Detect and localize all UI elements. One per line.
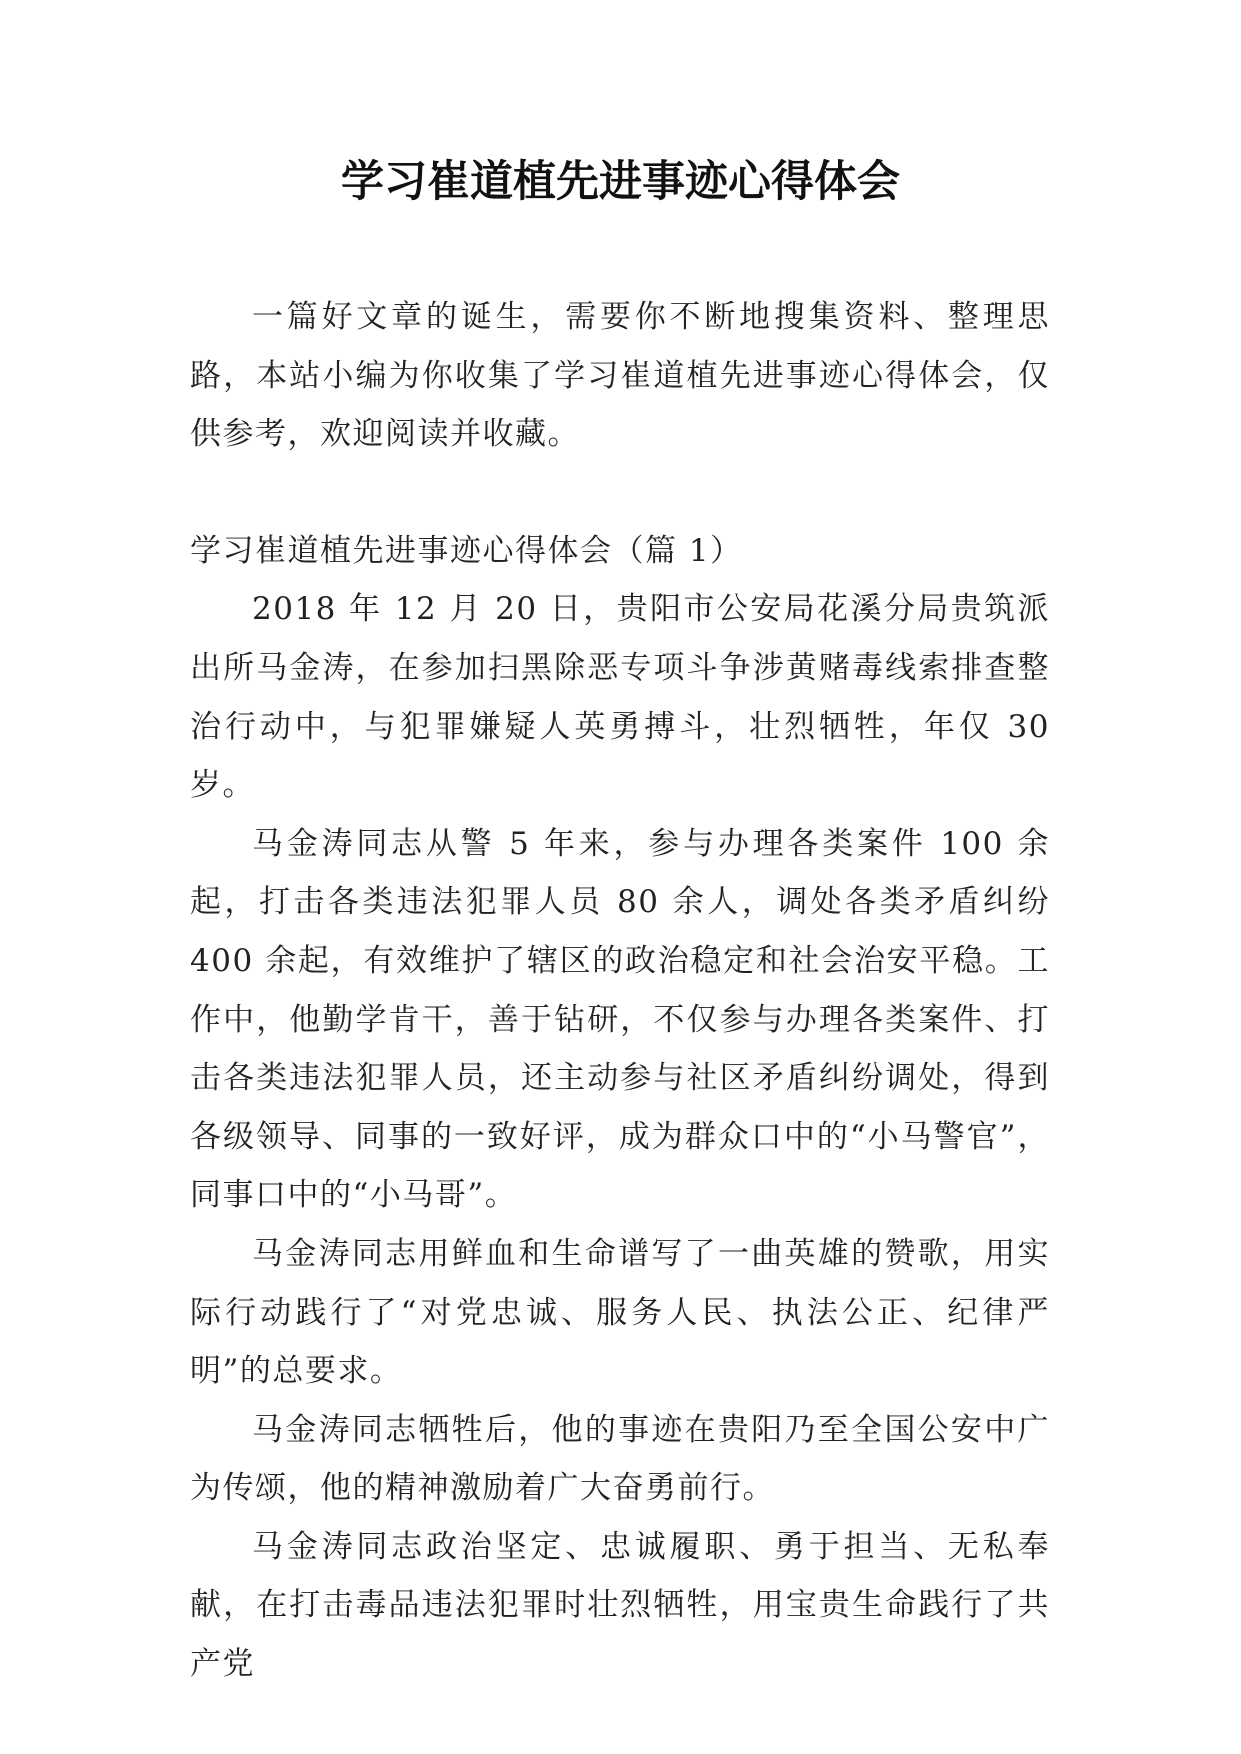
body-paragraph-4: 马金涛同志牺牲后，他的事迹在贵阳乃至全国公安中广为传颂，他的精神激励着广大奋勇前行。 — [190, 1411, 1050, 1507]
body-paragraph-3: 马金涛同志用鲜血和生命谱写了一曲英雄的赞歌，用实际行动践行了“对党忠诚、服务人民、执法公正、纪律严明”的总要求。 — [190, 1235, 1050, 1390]
section-heading: 学习崔道植先进事迹心得体会（篇 1） — [190, 532, 743, 569]
document-title: 学习崔道植先进事迹心得体会 — [341, 157, 900, 207]
document-body — [190, 288, 1050, 1694]
body-paragraph-2: 马金涛同志从警 5 年来，参与办理各类案件 100 余起，打击各类违法犯罪人员 80 余人，调处各类矛盾纠纷 400 余起，有效维护了辖区的政治稳定和社会治安平稳。工作中，他勤学肯干，善于钻研，不仅参与办理各类案件、打击各类违法犯罪人员，还主动参与社区矛盾纠纷调处，得到各级领导、同事的一致好评，成为群众口中的“小马警官”，同事口中的“小马哥”。 — [190, 825, 1050, 1214]
body-paragraph-5: 马金涛同志政治坚定、忠诚履职、勇于担当、无私奉献，在打击毒品违法犯罪时壮烈牺牲，用宝贵生命践行了共产党 — [190, 1528, 1050, 1683]
body-paragraph-1: 2018 年 12 月 20 日，贵阳市公安局花溪分局贵筑派出所马金涛，在参加扫黑除恶专项斗争涉黄赌毒线索排查整治行动中，与犯罪嫌疑人英勇搏斗，壮烈牺牲，年仅 30 岁。 — [190, 591, 1050, 804]
intro-paragraph: 一篇好文章的诞生，需要你不断地搜集资料、整理思路，本站小编为你收集了学习崔道植先进事迹心得体会，仅供参考，欢迎阅读并收藏。 — [190, 299, 1050, 453]
